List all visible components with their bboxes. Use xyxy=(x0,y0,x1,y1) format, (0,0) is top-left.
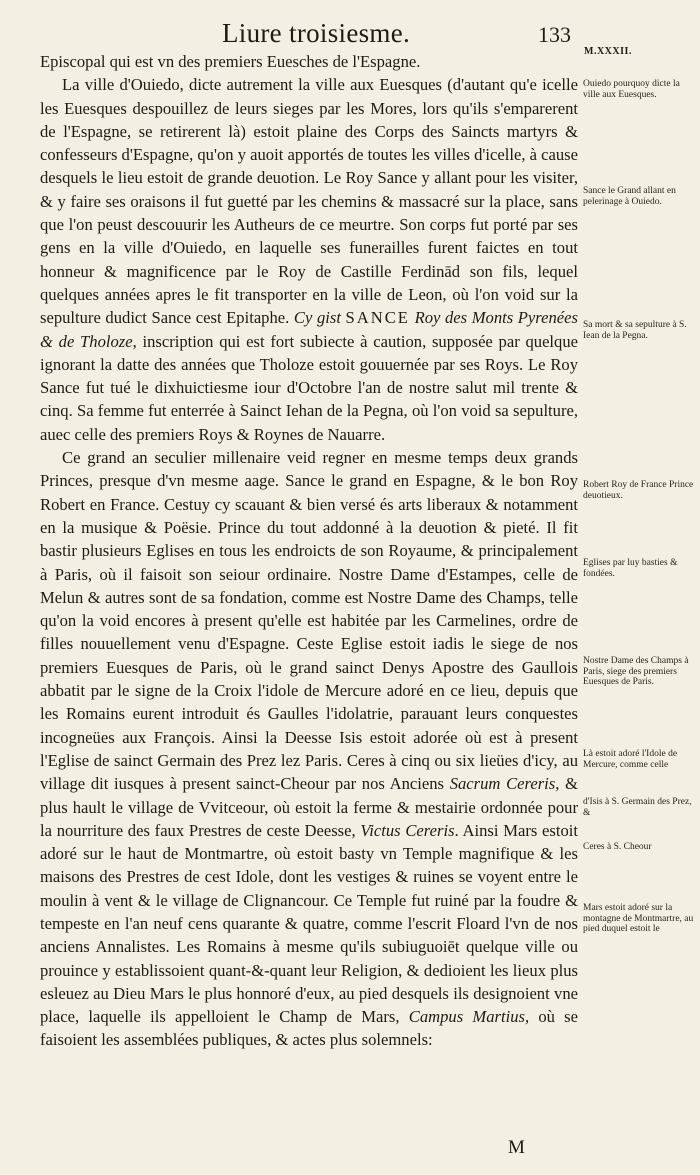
catchword: M xyxy=(508,1137,525,1158)
text-run: Episcopal qui est vn des premiers Euesches de l'Espagne. xyxy=(40,52,421,71)
paragraph xyxy=(40,50,578,73)
italic-text: Roy des Monts Pyrenées & de Tholoze xyxy=(40,308,578,351)
text-run: SANCE xyxy=(345,308,410,328)
paragraph xyxy=(40,446,578,1052)
margin-note-mars: Mars estoit adoré sur la montagne de Montmartre, au pied duquel estoit le xyxy=(583,903,694,934)
text-run: , où se faisoient les assemblées publiques, & actes plus solemnels: xyxy=(40,1007,578,1050)
italic-text: Victus Cereris xyxy=(360,820,455,840)
running-title: Liure troisiesme. xyxy=(222,18,411,48)
margin-note-robert: Robert Roy de France Prince deuotieux. xyxy=(583,480,694,501)
text-run: . Ainsi Mars estoit adoré sur le haut de Montmartre, où estoit basty vn Temple magnifique & les maisons des Prestres de cest Idole, dont les vestiges & ruines se voyent entre le moulin à vent & le village de Clignancour. Ce Temple fut ruiné par la foudre & tempeste en l'an neuf cens quarante & quatre, comme l'escrit Floard l'vn de nos anciens Annalistes. Les Romains à mesme qu'ils subiuguoiēt quelque ville ou prouince y establissoient quant-&-quant leur Religion, & dedioient les lieux plus esleuez au Dieu Mars le plus honnoré d'eux, au pied desquels ils designoient vne place, laquelle ils appelloient le Champ de Mars, xyxy=(40,820,578,1027)
italic-text: Campus Martius xyxy=(408,1007,525,1027)
text-run: , inscription qui est fort subiecte à caution, supposée par quelque ignorant la datte des années que Tholoze estoit gouuernée par ses Roys. Le Roy Sance fut tué le dixhuictiesme iour d'Octobre l'an de nostre salut mil trente & cinq. Sa femme fut enterrée à Sainct Iehan de la Pegna, où l'on void sa sepulture, auec celle des premiers Roys & Roynes de Nauarre. xyxy=(40,331,578,444)
signature-marker: M.XXXII. xyxy=(584,46,632,57)
margin-note-ceres: Ceres à S. Cheour xyxy=(583,842,652,852)
margin-note-ouiedo: Ouiedo pourquoy dicte la ville aux Euesques. xyxy=(583,79,680,100)
main-text xyxy=(40,50,578,1052)
italic-text: Sacrum Cereris xyxy=(449,774,556,794)
text-run: Ce grand an seculier millenaire veid regner en mesme temps deux grands Princes, presque d'vn mesme aage. Sance le grand en Espagne, & le bon Roy Robert en France. Cestuy cy scauant & bien versé és arts liberaux & notamment en la musique & Poësie. Prince du tout addonné à la deuotion & pieté. Il fit bastir plusieurs Eglises en tous les endroicts de son Royaume, & principalement à Paris, où il faisoit son seiour ordinaire. Nostre Dame d'Estampes, celle de Melun & autres sont de sa fondation, comme est Nostre Dame des Champs, telle qu'on la void encores à present qu'elle est habitée par les Carmelines, ordre de filles nouuellement venu d'Espagne. Ceste Eglise estoit iadis le siege de nos premiers Euesques de Paris, où le grand sainct Denys Apostre des Gaullois abbatit par le signe de la Croix l'idole de Mercure adoré en ce lieu, depuis que les Romains eurent introduit és Gaulles l'idolatrie, parauant leurs conquestes incogneües aux François. Ainsi la Deesse Isis estoit adorée où est à present l'Eglise de sainct Germain des Prez lez Paris. Ceres à cinq ou six lieües d'icy, au village dit iusques à present sainct-Cheour par nos Anciens xyxy=(40,448,578,794)
margin-note-eglises: Eglises par luy basties & fondées. xyxy=(583,558,678,579)
page-number: 133 xyxy=(538,22,571,47)
margin-note-notre-dame: Nostre Dame des Champs à Paris, siege des premiers Euesques de Paris. xyxy=(583,656,689,687)
text-run: , & plus hault le village de Vvitceour, où estoit la ferme & mestairie ordonnée pour la nourriture des faux Prestres de ceste Deesse, xyxy=(40,774,578,840)
margin-note-sance-pelerinage: Sance le Grand allant en pelerinage à Ouiedo. xyxy=(583,186,676,207)
margin-note-isis: d'Isis à S. Germain des Prez, & xyxy=(583,797,692,818)
text-run: La ville d'Ouiedo, dicte autrement la ville aux Euesques (d'autant qu'e icelle les Euesques despouillez de leurs sieges par les Mores, lors qu'ils s'emparerent de l'Espagne, se retirerent là) estoit plaine des Corps des Saincts martyrs & confesseurs d'Espagne, qu'on y auoit apportés de toutes les villes d'icelle, à cause desquels le lieu estoit de grande deuotion. Le Roy Sance y allant pour les visiter, & y faire ses oraisons il fut guetté par les chemins & massacré sur la place, sans que l'on peust descouurir les Autheurs de ce meurtre. Son corps fut porté par ses gens en la ville d'Ouiedo, en laquelle ses funerailles furent faictes en tout honneur & magnificence par le Roy de Castille Ferdinād son fils, lequel quelques années apres le fit transporter en la ville de Leon, où l'on void sur la sepulture dudict Sance cest Epitaphe. xyxy=(40,75,578,328)
margin-note-idole-mercure: Là estoit adoré l'Idole de Mercure, comme celle xyxy=(583,749,678,770)
margin-note-sepulture: Sa mort & sa sepulture à S. Iean de la Pegna. xyxy=(583,320,687,341)
italic-text: Cy gist xyxy=(293,308,346,328)
paragraph xyxy=(40,73,578,446)
page-header xyxy=(0,16,700,57)
